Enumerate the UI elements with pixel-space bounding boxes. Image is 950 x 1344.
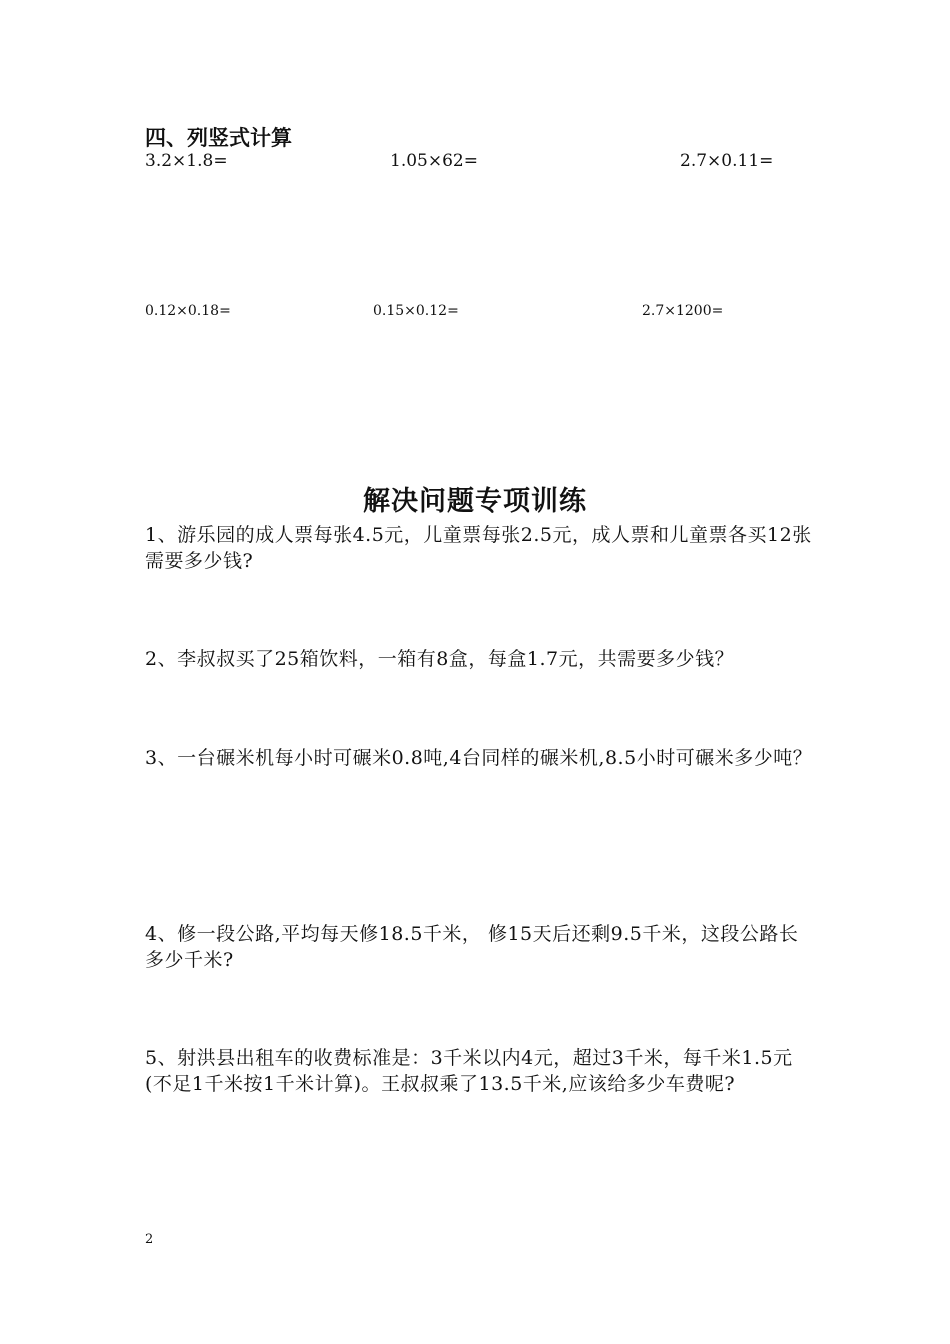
section-heading: 四、列竖式计算 bbox=[145, 125, 292, 150]
word-problem-2: 2、李叔叔买了25箱饮料，一箱有8盒，每盒1.7元，共需要多少钱？ bbox=[145, 648, 735, 670]
word-problem-1: 1、游乐园的成人票每张4.5元，儿童票每张2.5元，成人票和儿童票各买12张需要多少钱? bbox=[145, 524, 812, 572]
calc-problem-1: 3.2×1.8= bbox=[145, 151, 228, 171]
calc-problem-3: 2.7×0.11= bbox=[680, 151, 774, 171]
calc-problem-2: 1.05×62= bbox=[390, 151, 478, 171]
word-problem-5: 5、射洪县出租车的收费标准是：3千米以内4元，超过3千米，每千米1.5元(不足1千米按1千米计算)。王叔叔乘了13.5千米,应该给多少车费呢? bbox=[145, 1047, 793, 1095]
page-title: 解决问题专项训练 bbox=[363, 486, 587, 517]
page-number: 2 bbox=[145, 1232, 154, 1247]
word-problem-3: 3、一台碾米机每小时可碾米0.8吨,4台同样的碾米机,8.5小时可碾米多少吨？ bbox=[145, 747, 813, 769]
word-problem-4: 4、修一段公路,平均每天修18.5千米， 修15天后还剩9.5千米，这段公路长多少千米? bbox=[145, 923, 799, 971]
calc-problem-6: 2.7×1200= bbox=[642, 303, 724, 319]
calc-problem-4: 0.12×0.18= bbox=[145, 303, 231, 319]
calc-problem-5: 0.15×0.12= bbox=[373, 303, 459, 319]
